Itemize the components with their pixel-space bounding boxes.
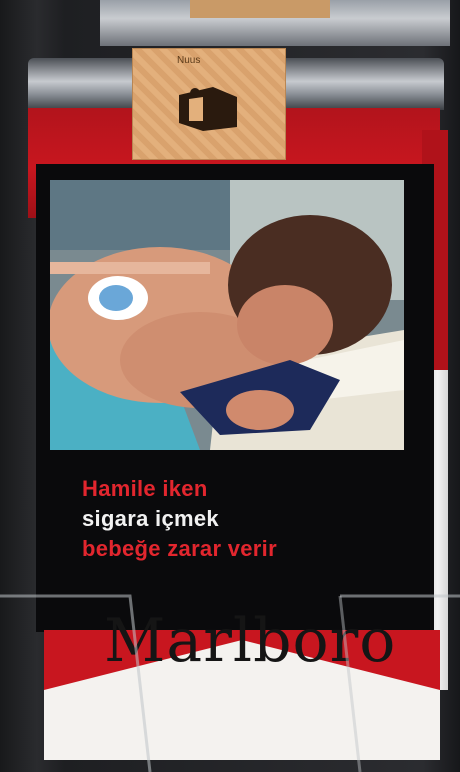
tax-stamp-label: Nuus	[177, 55, 201, 66]
tax-stamp-emblem-icon	[173, 77, 243, 137]
warning-photo	[50, 180, 404, 450]
health-warning-panel	[36, 164, 434, 632]
warning-text-line-3: bebeğe zarar verir	[82, 536, 277, 561]
warning-text-line-2: sigara içmek	[82, 506, 219, 531]
warning-text-line-1: Hamile iken	[82, 476, 208, 501]
display-rack-rail	[0, 586, 460, 772]
background-tax-stamp	[190, 0, 330, 18]
tax-stamp	[132, 48, 286, 160]
brand-logo-text: Marlboro	[104, 606, 397, 676]
